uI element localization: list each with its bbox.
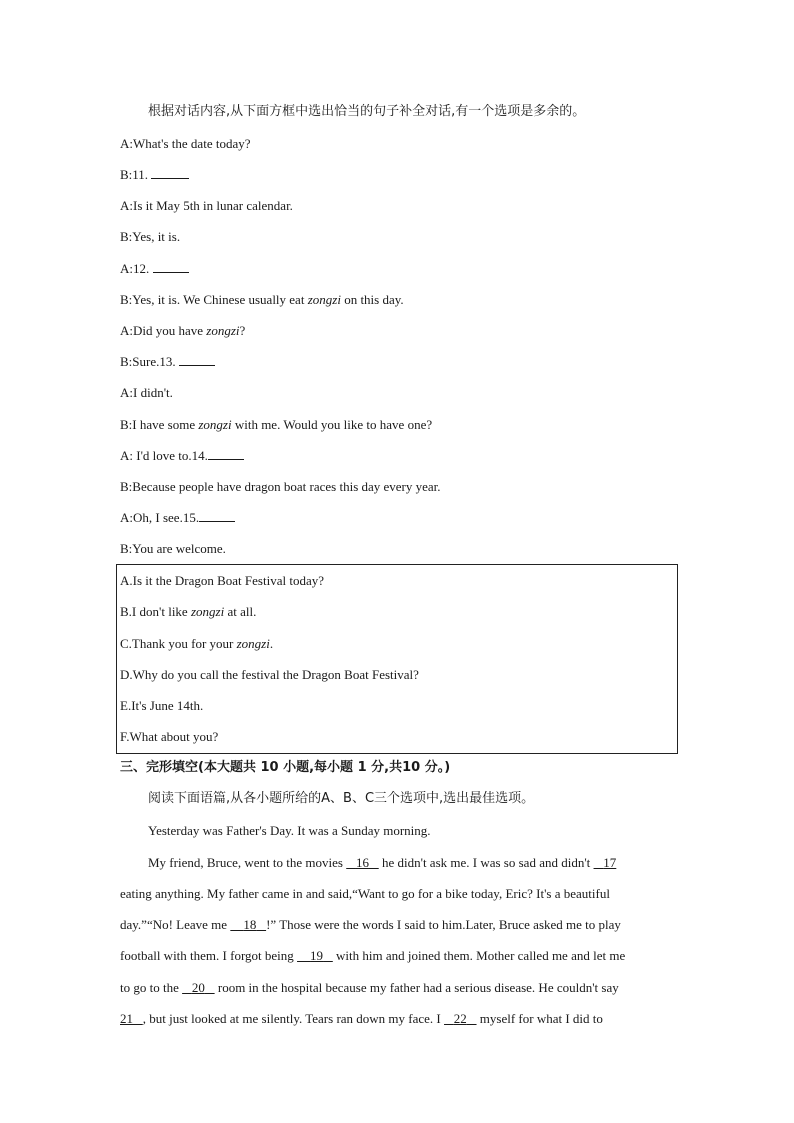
- option-f: F.What about you?: [120, 729, 219, 744]
- dialogue-line: A: I'd love to.14.: [120, 448, 244, 464]
- passage-line: eating anything. My father came in and said,“Want to go for a bike today, Eric? It's a beautiful: [120, 886, 610, 901]
- answer-blank-14[interactable]: [208, 448, 244, 460]
- dialogue-line: B:11.: [120, 167, 189, 183]
- answer-blank-12[interactable]: [153, 261, 189, 273]
- dialogue-line: B:Because people have dragon boat races this day every year.: [120, 479, 441, 494]
- dialogue-line: B:Yes, it is.: [120, 229, 181, 244]
- dialogue-line: A:Oh, I see.15.: [120, 510, 235, 526]
- dialogue-line: A:Is it May 5th in lunar calendar.: [120, 198, 293, 213]
- cloze-blank-22[interactable]: 22: [453, 1011, 467, 1026]
- dialogue-line: B:I have some zongzi with me. Would you like to have one?: [120, 417, 433, 432]
- answer-blank-11[interactable]: [151, 167, 189, 179]
- dialogue-line: A:Did you have zongzi?: [120, 323, 246, 338]
- passage-line: football with them. I forgot being 19 with him and joined them. Mother called me and let me: [120, 948, 626, 963]
- answer-blank-13[interactable]: [179, 354, 215, 366]
- dialogue-line: A:12.: [120, 261, 189, 277]
- passage-line: day.”“No! Leave me 18 !” Those were the words I said to him.Later, Bruce asked me to play: [120, 917, 621, 932]
- dialogue-line: B:Sure.13.: [120, 354, 215, 370]
- option-b: B.I don't like zongzi at all.: [120, 604, 257, 619]
- cloze-blank-17[interactable]: 17: [603, 855, 617, 870]
- passage-paragraph-1: Yesterday was Father's Day. It was a Sunday morning.: [148, 823, 431, 838]
- passage-line: My friend, Bruce, went to the movies 16 he didn't ask me. I was so sad and didn't 17: [148, 855, 617, 870]
- dialogue-line: B:Yes, it is. We Chinese usually eat zongzi on this day.: [120, 292, 404, 307]
- passage-line: to go to the 20 room in the hospital because my father had a serious disease. He couldn't say: [120, 980, 619, 995]
- option-e: E.It's June 14th.: [120, 698, 204, 713]
- cloze-blank-20[interactable]: 20: [191, 980, 205, 995]
- option-c: C.Thank you for your zongzi.: [120, 636, 274, 651]
- passage-line: 21 , but just looked at me silently. Tears ran down my face. I 22 myself for what I did to: [120, 1011, 603, 1026]
- cloze-blank-18[interactable]: 18: [243, 917, 257, 932]
- dialogue-line: A:I didn't.: [120, 385, 173, 400]
- option-a: A.Is it the Dragon Boat Festival today?: [120, 573, 324, 588]
- section-heading: 三、完形填空(本大题共 10 小题,每小题 1 分,共10 分。): [120, 760, 451, 775]
- dialogue-line: A:What's the date today?: [120, 136, 251, 151]
- cloze-blank-16[interactable]: 16: [355, 855, 369, 870]
- option-d: D.Why do you call the festival the Dragon Boat Festival?: [120, 667, 419, 682]
- instruction-text: 根据对话内容,从下面方框中选出恰当的句子补全对话,有一个选项是多余的。: [148, 104, 586, 119]
- dialogue-line: B:You are welcome.: [120, 541, 226, 556]
- cloze-blank-21[interactable]: 21: [120, 1011, 133, 1026]
- options-box: [116, 564, 678, 754]
- cloze-blank-19[interactable]: 19: [310, 948, 324, 963]
- section-instruction: 阅读下面语篇,从各小题所给的A、B、C三个选项中,选出最佳选项。: [148, 791, 535, 806]
- answer-blank-15[interactable]: [199, 510, 235, 522]
